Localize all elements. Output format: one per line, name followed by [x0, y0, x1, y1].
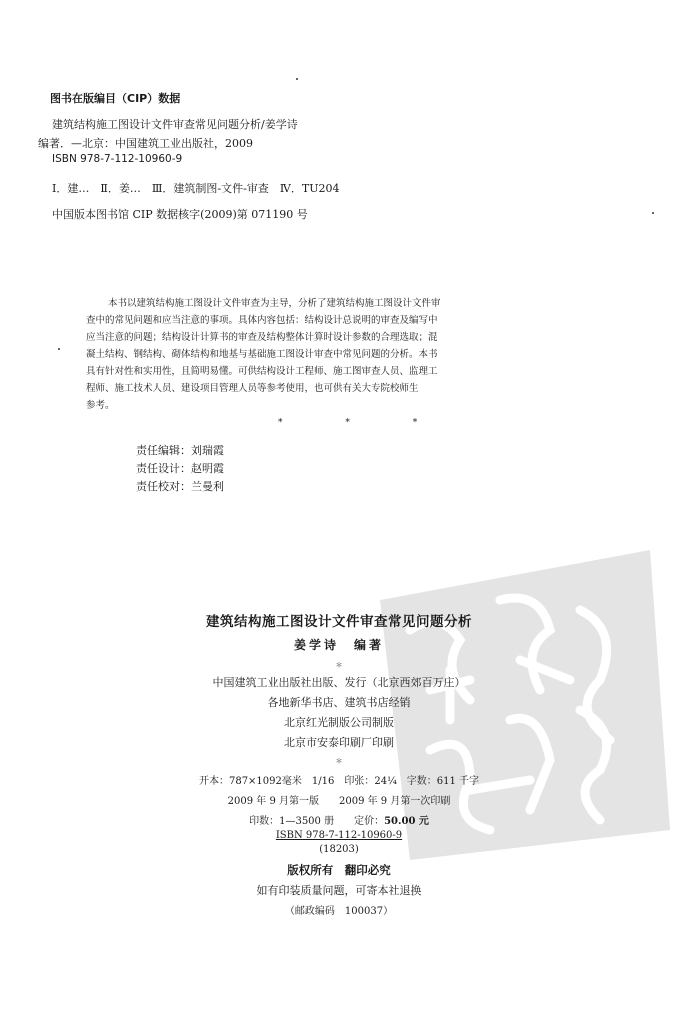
- book-summary: [86, 295, 526, 414]
- cip-title-line: 建筑结构施工图设计文件审查常见问题分析/姜学诗: [52, 118, 298, 131]
- colophon-return-note: 如有印装质量问题，可寄本社退换: [256, 884, 422, 897]
- credit-editor: 责任编辑：刘瑞霞: [136, 444, 224, 457]
- colophon-dot: ＊: [335, 661, 343, 669]
- cip-isbn-line: ISBN 978-7-112-10960-9: [52, 153, 183, 165]
- summary-line: 应当注意的问题；结构设计计算书的审查及结构整体计算时设计参数的合理选取；混: [86, 332, 438, 343]
- colophon-postcode: （邮政编码 100037）: [284, 906, 394, 917]
- scan-speck: [296, 78, 298, 80]
- colophon-dot: ＊: [335, 757, 343, 765]
- summary-line: 本书以建筑结构施工图设计文件审查为主导，分析了建筑结构施工图设计文件审: [108, 298, 441, 309]
- colophon-book-title: 建筑结构施工图设计文件审查常见问题分析: [206, 614, 472, 630]
- colophon-isbn: ISBN 978-7-112-10960-9: [275, 830, 403, 841]
- section-separator: * * *: [278, 418, 448, 428]
- credit-designer: 责任设计：赵明霞: [136, 462, 224, 475]
- print-run-label: 印数：1—3500 册 定价：: [249, 816, 385, 827]
- colophon-rights: 版权所有 翻印必究: [287, 863, 391, 877]
- cip-heading: 图书在版编目（CIP）数据: [50, 92, 181, 105]
- colophon-edition: 2009 年 9 月第一版 2009 年 9 月第一次印刷: [227, 796, 451, 807]
- summary-line: 程师、施工技术人员、建设项目管理人员等参考使用，也可供有关大专院校师生: [86, 383, 419, 394]
- colophon-specs: 开本：787×1092毫米 1/16 印张：24¼ 字数：611 千字: [198, 776, 480, 787]
- colophon-publisher: 中国建筑工业出版社出版、发行（北京西郊百万庄）: [212, 676, 466, 689]
- cip-subject-line: Ⅰ．建… Ⅱ．姜… Ⅲ．建筑制图-文件-审查 Ⅳ．TU204: [52, 182, 340, 195]
- colophon-printer: 北京市安泰印刷厂印刷: [284, 736, 394, 749]
- price-value: 50.00 元: [384, 816, 429, 827]
- colophon-code: (18203): [319, 844, 359, 855]
- colophon-print-run: [0, 812, 678, 827]
- scan-speck: [58, 348, 60, 350]
- scan-speck: [652, 212, 654, 214]
- colophon-typesetter: 北京红光制版公司制版: [284, 716, 394, 729]
- colophon-distributor: 各地新华书店、建筑书店经销: [267, 696, 411, 709]
- summary-line: 凝土结构、钢结构、砌体结构和地基与基础施工图设计审查中常见问题的分析。本书: [86, 349, 438, 360]
- cip-author-line: 编著．—北京：中国建筑工业出版社，2009: [38, 137, 253, 150]
- cip-number-line: 中国版本图书馆 CIP 数据核字(2009)第 071190 号: [52, 208, 308, 221]
- summary-line: 查中的常见问题和应当注意的事项。具体内容包括：结构设计总说明的审查及编写中: [86, 315, 438, 326]
- credit-proofreader: 责任校对：兰曼利: [136, 480, 224, 493]
- summary-line: 参考。: [86, 400, 115, 411]
- summary-line: 具有针对性和实用性，且简明易懂。可供结构设计工程师、施工图审查人员、监理工: [86, 366, 438, 377]
- colophon-author: 姜学诗 编著: [293, 638, 384, 652]
